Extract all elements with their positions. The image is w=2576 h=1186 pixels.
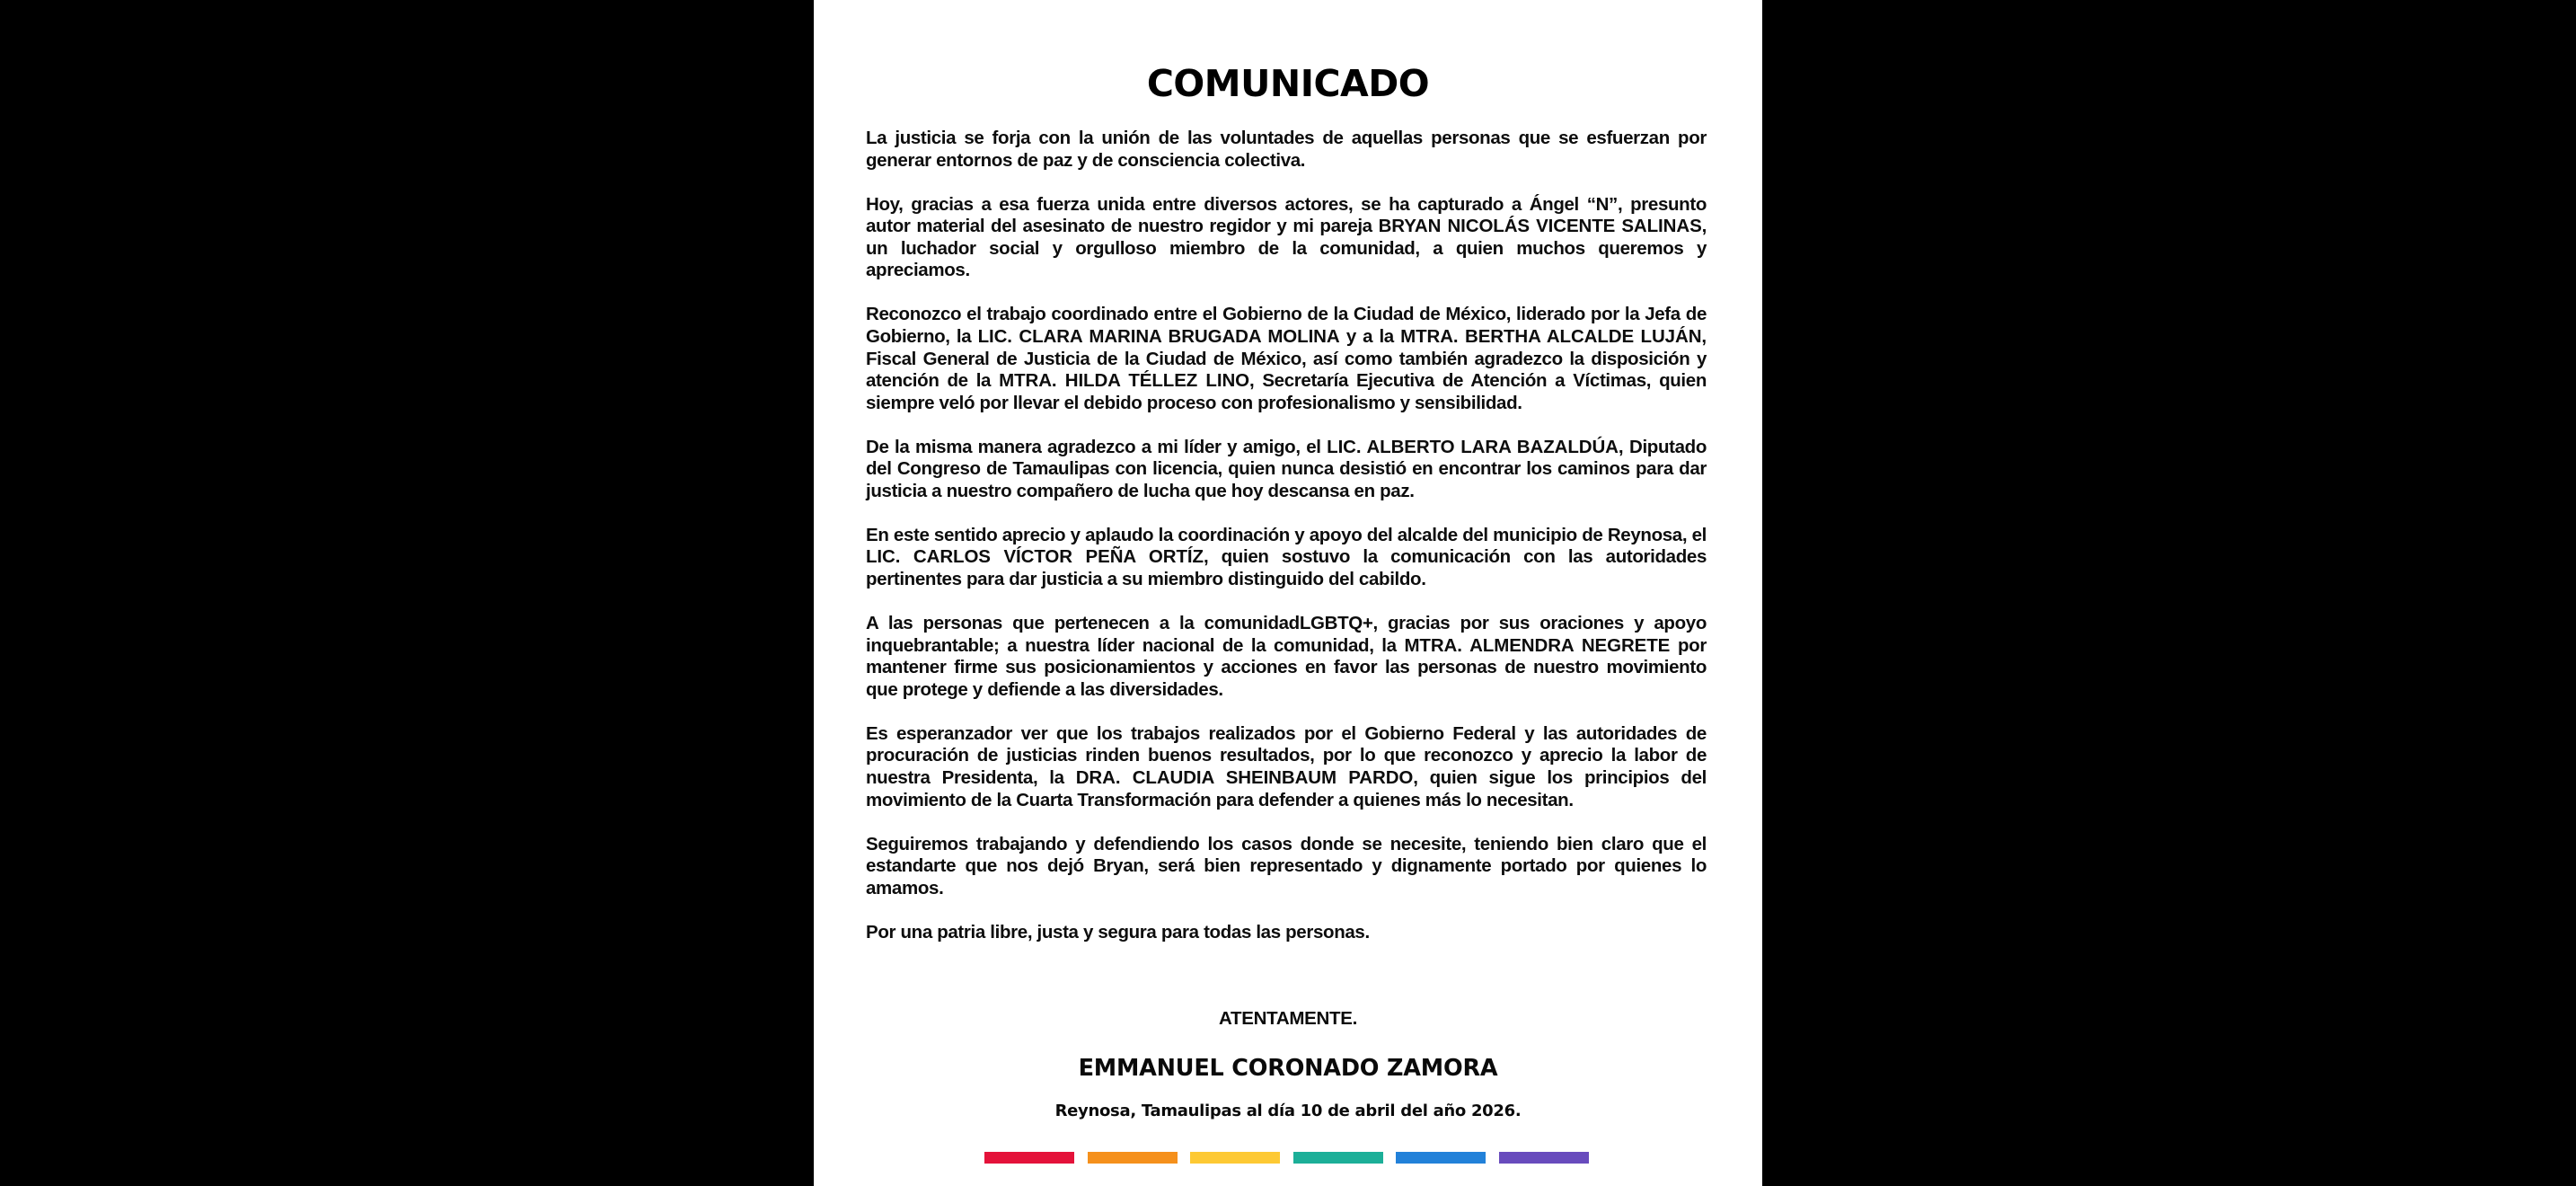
- bold-name-text: BRYAN NICOLÁS VICENTE SALINAS: [1378, 216, 1702, 237]
- paragraph-text: , Secretaría Ejecutiva de Atención a Víctimas, quien siempre veló por llevar el debido proceso con profesionalismo y sensibilidad.: [866, 370, 1707, 413]
- document-page: [814, 0, 1762, 1186]
- bold-name-text: DRA. CLAUDIA SHEINBAUM PARDO: [1075, 767, 1414, 788]
- signer-name: EMMANUEL CORONADO ZAMORA: [1078, 1055, 1498, 1082]
- rainbow-color-bars: [984, 1152, 1589, 1164]
- bold-name-text: MTRA. ALMENDRA NEGRETE: [1404, 634, 1671, 656]
- paragraph: [866, 128, 1707, 172]
- bold-name-text: MTRA. BERTHA ALCALDE LUJÁN,: [1400, 325, 1707, 347]
- paragraph-text: por mantener firme sus posicionamientos y acciones en favor las personas de nuestro movimiento que protege y defiende a las diversidades.: [866, 634, 1707, 700]
- bold-name-text: LIC. ALBERTO LARA BAZALDÚA,: [1327, 436, 1624, 457]
- color-bar-red: [984, 1152, 1074, 1164]
- bold-name-text: MTRA. HILDA TÉLLEZ LINO: [999, 370, 1249, 392]
- document-body: [866, 128, 1707, 966]
- paragraph: [866, 525, 1707, 591]
- color-bar-teal: [1293, 1152, 1383, 1164]
- paragraph-text: y a la: [1339, 325, 1401, 347]
- color-bar-orange: [1088, 1152, 1178, 1164]
- place-and-date: Reynosa, Tamaulipas al día 10 de abril del año 2026.: [1054, 1102, 1522, 1120]
- paragraph-text: , un luchador social y orgulloso miembro de la comunidad, a quien muchos queremos y apreciamos.: [866, 216, 1707, 281]
- paragraph-text: , quien sigue los principios del movimiento de la Cuarta Transformación para defender a quienes más lo necesitan.: [866, 767, 1707, 810]
- paragraph-text: A las personas que pertenecen a la comunidadLGBTQ+, gracias por sus oraciones y apoyo inquebrantable; a nuestra líder nacional de la comunidad, la: [866, 613, 1707, 656]
- paragraph-text: , quien sostuvo la comunicación con las autoridades pertinentes para dar justicia a su miembro distinguido del cabildo.: [866, 546, 1707, 590]
- bold-name-text: LIC. CARLOS VÍCTOR PEÑA ORTÍZ: [866, 546, 1204, 568]
- paragraph: [866, 922, 1707, 944]
- document-title: COMUNICADO: [1146, 62, 1430, 105]
- paragraph-text: Seguiremos trabajando y defendiendo los casos donde se necesite, teniendo bien claro que el estandarte que nos dejó Bryan, será bien representado y dignamente portado por quienes lo amamos.: [866, 833, 1707, 898]
- paragraph: [866, 437, 1707, 503]
- paragraph: [866, 194, 1707, 282]
- paragraph: [866, 304, 1707, 414]
- paragraph-text: En este sentido aprecio y aplaudo la coordinación y apoyo del alcalde del municipio de Reynosa, el: [866, 524, 1707, 545]
- bold-name-text: LIC. CLARA MARINA BRUGADA MOLINA: [977, 325, 1340, 347]
- paragraph: [866, 723, 1707, 811]
- paragraph-text: Reconozco el trabajo coordinado entre el Gobierno de la Ciudad de México, liderado por la Jefa de Gobierno, la: [866, 304, 1707, 347]
- paragraph-text: Fiscal General de Justicia de la Ciudad de México, así como también agradezco la disposición y atención de la: [866, 348, 1707, 392]
- paragraph-text: Por una patria libre, justa y segura para todas las personas.: [866, 921, 1370, 943]
- paragraph-text: Es esperanzador ver que los trabajos realizados por el Gobierno Federal y las autoridades de procuración de justicias rinden buenos resultados, por lo que reconozco y aprecio la labor de nuestra Presidenta, la: [866, 722, 1707, 788]
- color-bar-yellow: [1190, 1152, 1280, 1164]
- paragraph-text: Diputado del Congreso de Tamaulipas con licencia, quien nunca desistió en encontrar los caminos para dar justicia a nuestro compañero de lucha que hoy descansa en paz.: [866, 436, 1707, 501]
- color-bar-purple: [1499, 1152, 1589, 1164]
- closing-salutation: ATENTAMENTE.: [1219, 1008, 1357, 1029]
- paragraph: [866, 613, 1707, 701]
- paragraph-text: De la misma manera agradezco a mi líder y amigo, el: [866, 436, 1328, 457]
- paragraph: [866, 834, 1707, 900]
- paragraph-text: La justicia se forja con la unión de las voluntades de aquellas personas que se esfuerzan por generar entornos de paz y de consciencia colectiva.: [866, 128, 1707, 171]
- paragraph-text: Hoy, gracias a esa fuerza unida entre diversos actores, se ha capturado a Ángel “N”, presunto autor material del asesinato de nuestro regidor y mi pareja: [866, 193, 1707, 237]
- color-bar-blue: [1396, 1152, 1486, 1164]
